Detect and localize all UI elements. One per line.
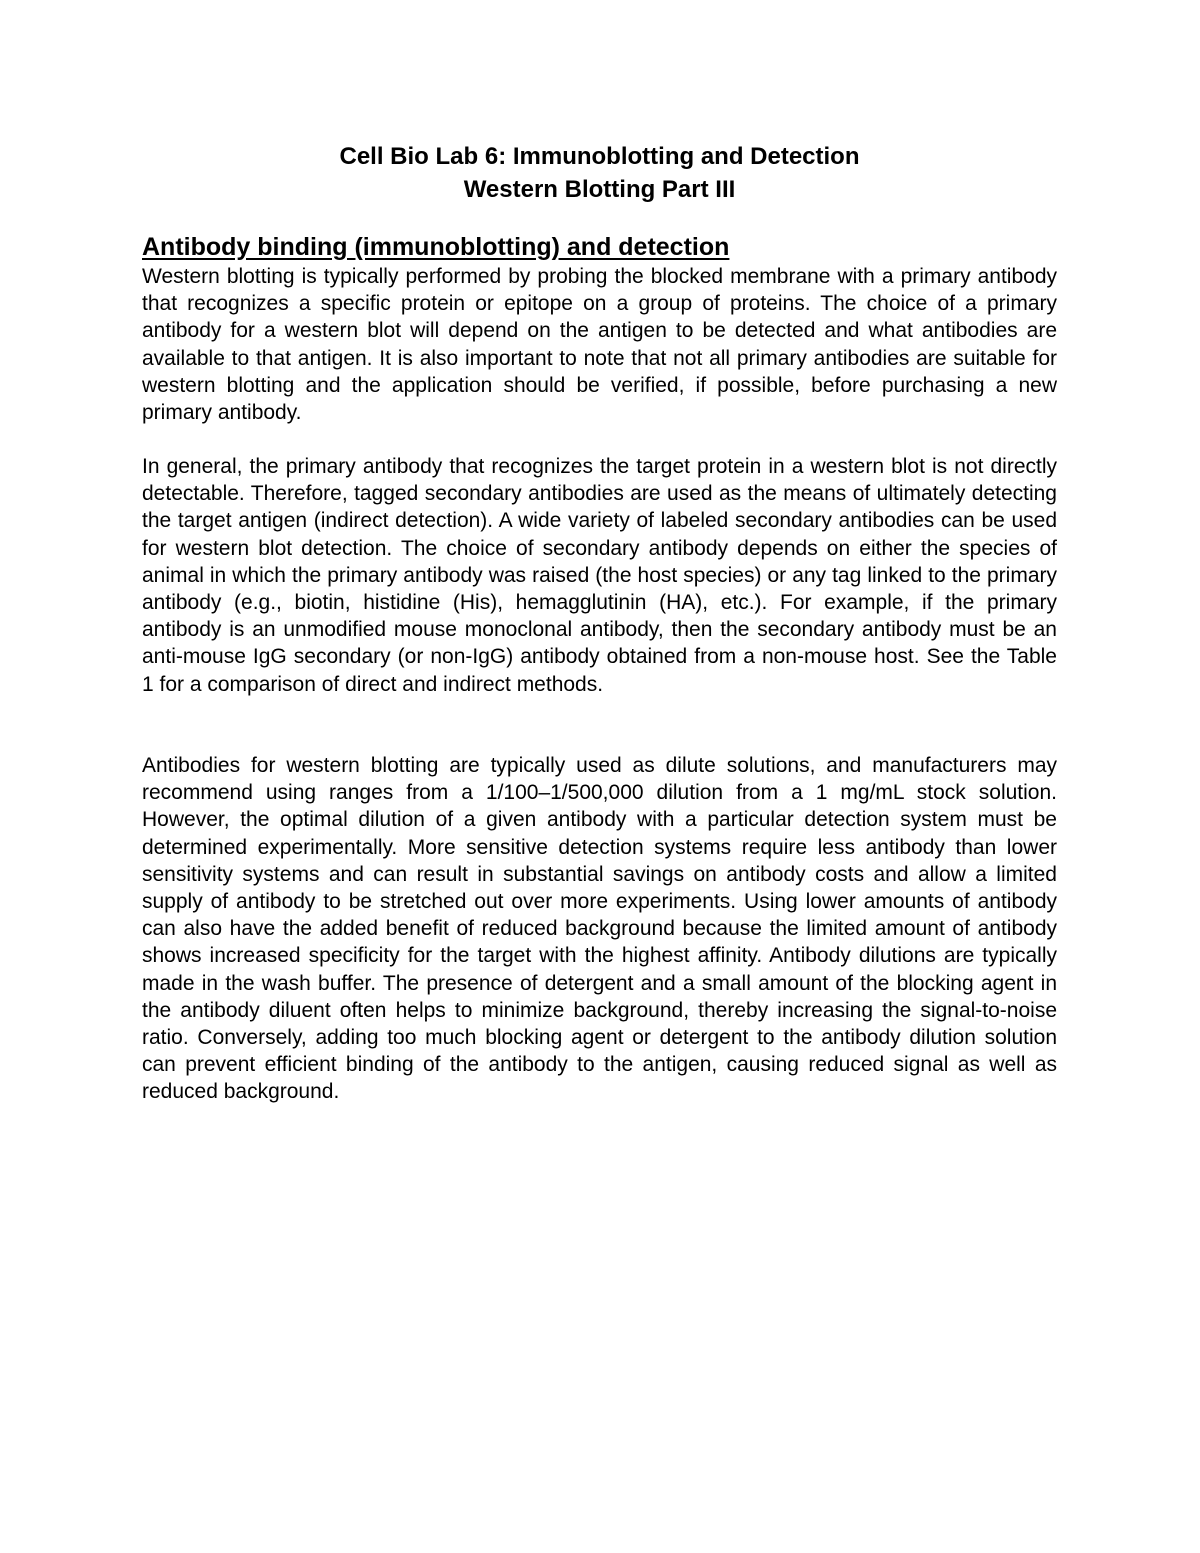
paragraph-antibody-dilution: Antibodies for western blotting are typically used as dilute solutions, and manufacturers may recommend using ranges from a 1/100–1/500,000 dilution from a 1 mg/mL stock solution. However, the optimal dilution of a given antibody with a particular detection system must be determined experimentally. More sensitive detection systems require less antibody than lower sensitivity systems and can result in substantial savings on antibody costs and allow a limited supply of antibody to be stretched out over more experiments. Using lower amounts of antibody can also have the added benefit of reduced background because the limited amount of antibody shows increased specificity for the target with the highest affinity. Antibody dilutions are typically made in the wash buffer. The presence of detergent and a small amount of the blocking agent in the antibody diluent often helps to minimize background, thereby increasing the signal-to-noise ratio. Conversely, adding too much blocking agent or detergent to the antibody dilution solution can prevent efficient binding of the antibody to the antigen, causing reduced signal as well as reduced background. <box>142 754 1057 1104</box>
page-title: Cell Bio Lab 6: Immunoblotting and Detection <box>339 143 860 170</box>
paragraph-primary-antibody: Western blotting is typically performed by probing the blocked membrane with a primary antibody that recognizes a specific protein or epitope on a group of proteins. The choice of a primary antibody for a western blot will depend on the antigen to be detected and what antibodies are available to that antigen. It is also important to note that not all primary antibodies are suitable for western blotting and the application should be verified, if possible, before purchasing a new primary antibody. <box>142 265 1057 425</box>
section-heading: Antibody binding (immunoblotting) and detection <box>142 233 730 261</box>
title-block <box>142 140 1057 206</box>
page-subtitle: Western Blotting Part III <box>463 176 736 203</box>
paragraph-secondary-antibody: In general, the primary antibody that recognizes the target protein in a western blot is not directly detectable. Therefore, tagged secondary antibodies are used as the means of ultimately detecting the target antigen (indirect detection). A wide variety of labeled secondary antibodies can be used for western blot detection. The choice of secondary antibody depends on either the species of animal in which the primary antibody was raised (the host species) or any tag linked to the primary antibody (e.g., biotin, histidine (His), hemagglutinin (HA), etc.). For example, if the primary antibody is an unmodified mouse monoclonal antibody, then the secondary antibody must be an anti-mouse IgG secondary (or non-IgG) antibody obtained from a non-mouse host. See the Table 1 for a comparison of direct and indirect methods. <box>142 455 1057 696</box>
